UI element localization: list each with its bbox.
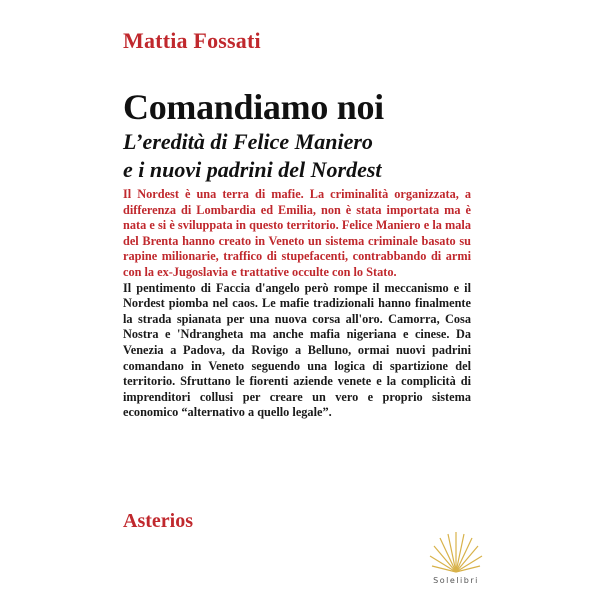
- publisher-name: Asterios: [123, 510, 193, 532]
- subtitle-line-2: e i nuovi padrini del Nordest: [123, 157, 382, 182]
- publisher-logo: [428, 528, 484, 590]
- blurb: [123, 187, 471, 421]
- logo-label: Solelibri: [433, 576, 479, 585]
- sun-rays-icon: [428, 528, 484, 574]
- book-title: Comandiamo noi: [123, 87, 384, 127]
- blurb-paragraph-black: Il pentimento di Faccia d'angelo però rompe il meccanismo e il Nordest piomba nel caos. Le mafie tradizionali hanno finalmente la strada spianata per una nuova corsa all'oro. Camorra, Cosa Nostra e 'Ndrangheta ma anche mafia nigeriana e cinese. Da Venezia a Padova, da Rovigo a Belluno, ormai nuovi padrini comandano in Veneto seguendo una logica di spartizione del territorio. Sfruttano le fiorenti aziende venete e la complicità di imprenditori collusi per creare un vero e proprio sistema economico “alternativo a quello legale”.: [123, 280, 471, 420]
- subtitle-line-1: L’eredità di Felice Maniero: [123, 129, 373, 154]
- book-subtitle: [123, 128, 382, 184]
- blurb-paragraph-red: Il Nordest è una terra di mafie. La criminalità organizzata, a differenza di Lombardia ed Emilia, non è stata importata ma è nata e si è sviluppata in questo territorio. Felice Maniero e la mala del Brenta hanno creato in Veneto un sistema criminale basato su rapine milionarie, traffico di stupefacenti, contrabbando di armi con la ex-Jugoslavia e trattative occulte con lo Stato.: [123, 187, 471, 279]
- author-name: Mattia Fossati: [123, 28, 261, 53]
